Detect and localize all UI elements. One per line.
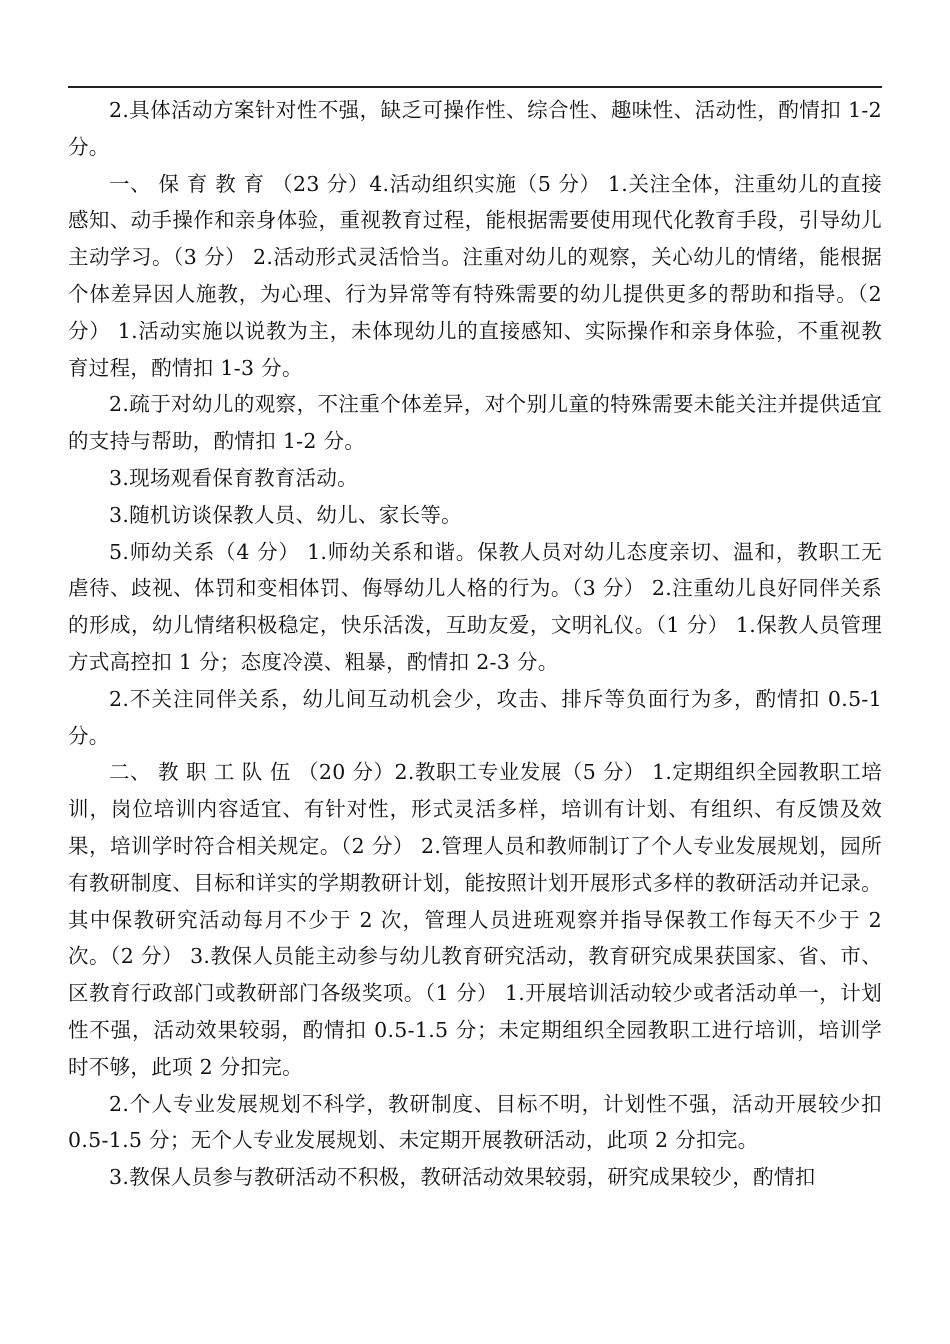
paragraph: 3.现场观看保育教育活动。	[109, 465, 358, 490]
paragraph: 2.具体活动方案针对性不强，缺乏可操作性、综合性、趣味性、活动性，酌情扣 1-2 分。	[68, 98, 882, 159]
paragraph: 3.随机访谈保教人员、幼儿、家长等。	[109, 502, 462, 527]
paragraph: 2.疏于对幼儿的观察，不注重个体差异，对个别儿童的特殊需要未能关注并提供适宜的支持与帮助，酌情扣 1-2 分。	[68, 392, 882, 454]
paragraph: 3.教保人员参与教研活动不积极，教研活动效果较弱，研究成果较少，酌情扣	[109, 1165, 816, 1190]
header-rule	[68, 86, 882, 88]
paragraph: 2.不关注同伴关系，幼儿间互动机会少，攻击、排斥等负面行为多，酌情扣 0.5-1 分。	[68, 686, 882, 748]
paragraph: 5.师幼关系（4 分） 1.师幼关系和谐。保教人员对幼儿态度亲切、温和，教职工无虐待、歧视、体罚和变相体罚、侮辱幼儿人格的行为。（3 分） 2.注重幼儿良好同伴关系的形成，幼儿情绪积极稳定，快乐活泼，互助友爱，文明礼仪。（1 分） 1.保教人员管理方式高控扣 1 分；态度冷漠、粗暴，酌情扣 2-3 分。	[68, 539, 882, 674]
document-page	[68, 0, 882, 1344]
paragraph: 二、 教 职 工 队 伍 （20 分）2.教职工专业发展（5 分） 1.定期组织全园教职工培训，岗位培训内容适宜、有针对性，形式灵活多样，培训有计划、有组织、有反馈及效果，培训学时符合相关规定。（2 分） 2.管理人员和教师制订了个人专业发展规划，园所有教研制度、目标和详实的学期教研计划，能按照计划开展形式多样的教研活动并记录。其中保教研究活动每月不少于 2 次，管理人员进班观察并指导保教工作每天不少于 2 次。（2 分） 3.教保人员能主动参与幼儿教育研究活动，教育研究成果获国家、省、市、区教育行政部门或教研部门各级奖项。（1 分） 1.开展培训活动较少或者活动单一，计划性不强，活动效果较弱，酌情扣 0.5-1.5 分；未定期组织全园教职工进行培训，培训学时不够，此项 2 分扣完。	[68, 760, 882, 1079]
document-body	[68, 92, 882, 1196]
paragraph: 一、 保 育 教 育 （23 分）4.活动组织实施（5 分） 1.关注全体，注重幼儿的直接感知、动手操作和亲身体验，重视教育过程，能根据需要使用现代化教育手段，引导幼儿主动学习。（3 分） 2.活动形式灵活恰当。注重对幼儿的观察，关心幼儿的情绪，能根据个体差异因人施教，为心理、行为异常等有特殊需要的幼儿提供更多的帮助和指导。（2 分） 1.活动实施以说教为主，未体现幼儿的直接感知、实际操作和亲身体验，不重视教育过程，酌情扣 1-3 分。	[68, 171, 882, 380]
paragraph: 2.个人专业发展规划不科学，教研制度、目标不明，计划性不强，活动开展较少扣 0.5-1.5 分；无个人专业发展规划、未定期开展教研活动，此项 2 分扣完。	[68, 1091, 882, 1153]
